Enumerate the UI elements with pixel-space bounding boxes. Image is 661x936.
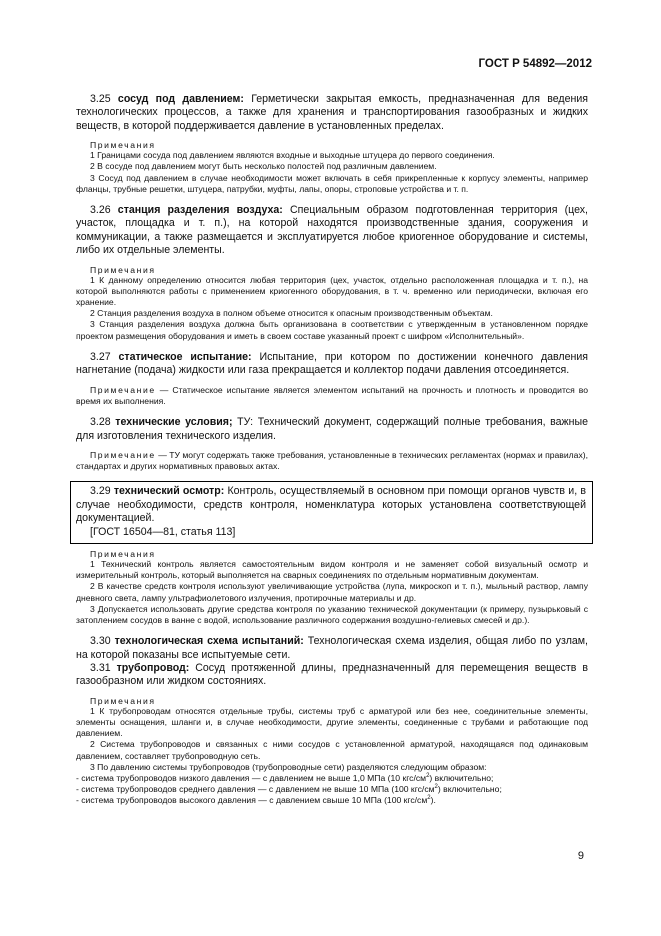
term-number: 3.28 — [90, 416, 111, 429]
list-item: - система трубопроводов среднего давления — с давлением не выше 10 МПа (100 кгс/$см^2$) включительно; — [76, 784, 502, 795]
term-definition: Технологическая схема изделия, общая либо по узлам, на которой показаны все испытуемые сети. — [76, 635, 588, 661]
term-title: сосуд под давлением: — [117, 93, 244, 105]
term-3-29 — [76, 485, 586, 525]
term-3-27 — [76, 351, 588, 378]
term-definition: ТУ: Технический документ, содержащий полные требования, важные для изготовления технического изделия. — [76, 416, 588, 442]
note-item: 1 К трубопроводам относятся отдельные трубы, системы труб с арматурой или без нее, соединительные элементы, элементы оснащения, шланги и, в случае необходимости, другие элементы, соединенные с трубами и работающие под давлением. — [76, 705, 588, 739]
term-title: станция разделения воздуха: — [117, 204, 283, 217]
term-number: 3.26 — [90, 204, 111, 217]
note-item: 2 Станция разделения воздуха в полном объеме относится к опасным производственным объектам. — [90, 308, 493, 319]
term-title: трубопровод: — [116, 661, 190, 674]
note-item: 2 В качестве средств контроля используют увеличивающие устройства (лупа, микроскоп и т. п.), мыльный раствор, лампу дневного света, лампу ультрафиолетового излучения, протирочные материалы и др. — [76, 581, 588, 603]
term-3-26 — [76, 204, 588, 258]
note-item: 2 Система трубопроводов и связанных с ними сосудов с установленной арматурой, находящаяся под одинаковым давлением, составляет трубопроводную сеть. — [76, 739, 588, 761]
term-3-25 — [76, 93, 588, 133]
note-text: — Статическое испытание является элементом испытаний на прочность и плотность и проводится во время их выполнения. — [76, 384, 588, 406]
list-item: - система трубопроводов низкого давления — с давлением не выше 1,0 МПа (10 кгс/$см^2$) включительно; — [76, 773, 494, 783]
note-item: 1 К данному определению относится любая территория (цех, участок, отдельно расположенная площадка и т. п.), на которой выполняются работы с применением криогенного оборудования, в т. ч. временно или периодически, включая его хранение. — [76, 274, 588, 308]
notes-label: Примечания — [90, 695, 156, 706]
term-3-28 — [76, 416, 588, 443]
term-definition: Специальным образом подготовленная территория (цех, участок, площадка и т. п.), на которой находятся производственные здания, сооружения и коммуникации, а также размещается и эксплуатируется любое криогенное оборудование и системы, либо их отдельные элементы. — [76, 204, 588, 257]
note-item: 1 Границами сосуда под давлением являются входные и выходные штуцера до первого соединения. — [90, 150, 495, 161]
list-item: - система трубопроводов высокого давления — с давлением свыше 10 МПа (100 кгс/$см^2$). — [76, 795, 436, 806]
note-item: 3 Сосуд под давлением в случае необходимости может включать в себя прикрепленные к корпусу элементы, например фланцы, трубные решетки, штуцера, патрубки, муфты, лапы, опоры, строповые устройства и т. п. — [76, 172, 588, 194]
term-title: технический осмотр: — [113, 485, 225, 498]
term-number: 3.30 — [90, 635, 111, 648]
notes-label: Примечания — [90, 548, 156, 559]
term-title: статическое испытание: — [118, 350, 252, 363]
boxed-term-3-29 — [70, 481, 593, 544]
note-item: 3 Станция разделения воздуха должна быть организована в соответствии с утвержденным в установленном порядке проектом размещения оборудования и иметь в своем составе указанный проект с шифром «Исполнительный». — [76, 319, 588, 341]
note-item: 2 В сосуде под давлением могут быть несколько полостей под различным давлением. — [90, 161, 437, 172]
term-definition: Сосуд протяженной длины, предназначенный для перемещения веществ в газообразном или жидком состояниях. — [76, 661, 588, 688]
term-3-30 — [76, 635, 588, 662]
term-number: 3.25 — [90, 93, 111, 105]
document-code: ГОСТ Р 54892—2012 — [478, 58, 592, 70]
notes-label: Примечания — [90, 140, 156, 151]
single-note — [76, 450, 588, 472]
note-label: Примечание — [90, 449, 156, 460]
notes-label: Примечания — [90, 264, 156, 275]
note-text: — ТУ могут содержать также требования, установленные в технических регламентах (нормах и правилах), стандартах и других нормативных правовых актах. — [76, 449, 589, 472]
term-number: 3.27 — [90, 350, 111, 363]
term-definition: Испытание, при котором по достижении конечного давления нагнетание (подача) жидкости или газа прекращается и коллектор подачи давления отсоединяется. — [76, 350, 588, 377]
single-note — [76, 385, 588, 407]
term-definition: Герметически закрытая емкость, предназначенная для ведения технологических процессов, а также для хранения и транспортирования газообразных и жидких веществ, в которой поддерживается давление в установленных пределах. — [76, 93, 589, 132]
standard-reference: [ГОСТ 16504—81, статья 113] — [90, 525, 236, 538]
term-title: технические условия; — [115, 416, 233, 429]
note-item: 1 Технический контроль является самостоятельным видом контроля и не заменяет собой визуальный осмотр и измерительный контроль, который выполняется на сварных соединениях по отдельным нормативным документам. — [76, 558, 588, 581]
term-title: технологическая схема испытаний: — [114, 635, 304, 648]
note-label: Примечание — [90, 384, 156, 395]
term-definition: Контроль, осуществляемый в основном при помощи органов чувств и, в случае необходимости, средств контроля, номенклатура которых установлена соответствующей документацией. — [76, 485, 586, 525]
page-content — [76, 93, 588, 807]
term-number: 3.29 — [90, 485, 111, 498]
note-item: 3 По давлению системы трубопроводов (трубопроводные сети) разделяются следующим образом: — [90, 761, 487, 772]
term-3-31 — [76, 662, 588, 689]
term-number: 3.31 — [90, 661, 111, 674]
page-number: 9 — [577, 850, 584, 862]
note-item: 3 Допускается использовать другие средства контроля по указанию технической документации (к примеру, пузырьковый с затоплением сосудов в ванне с водой, использование различного содержания воздушно-гелиевых смесей и др.). — [76, 603, 588, 625]
